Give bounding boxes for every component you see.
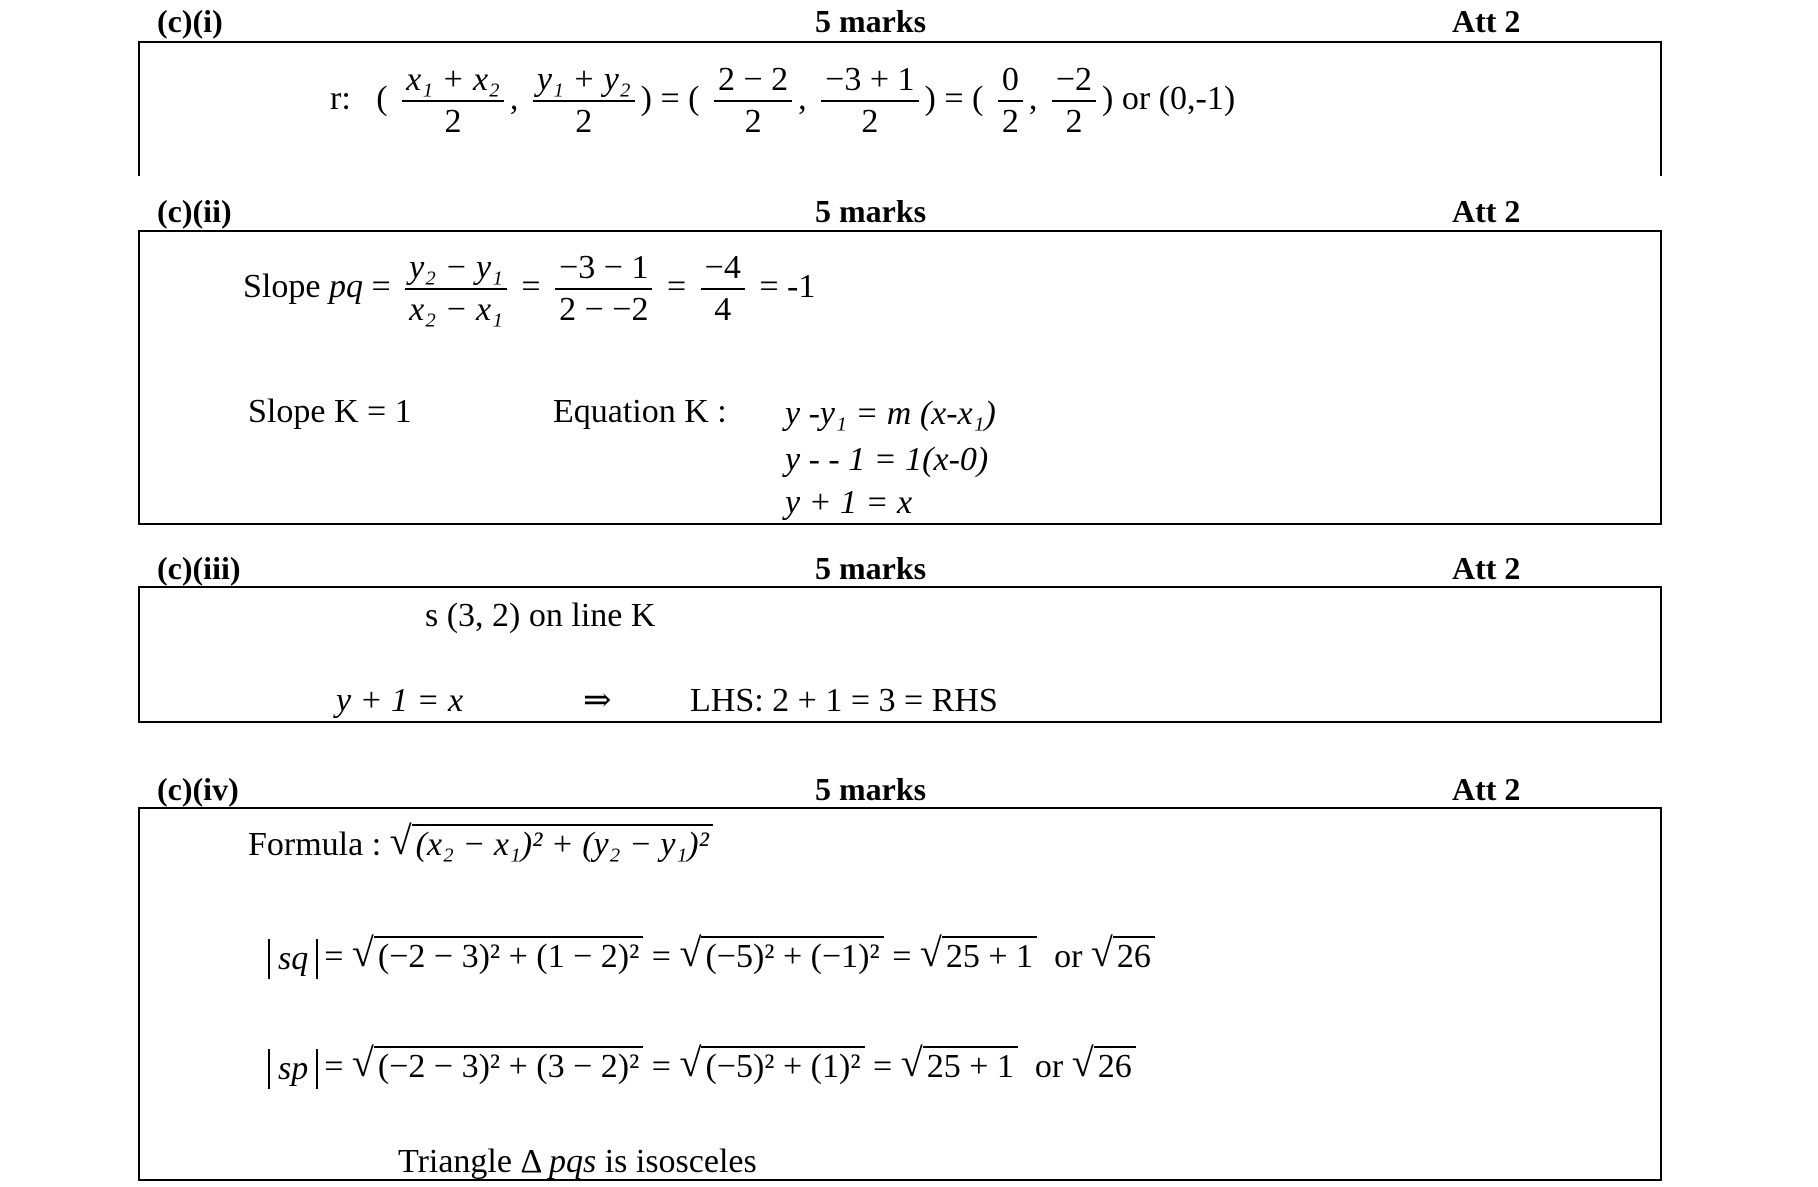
fraction: $\frac{\text{y₁ + y₂}}{2}$: [533, 62, 635, 140]
marks-label-ciii: 5 marks: [815, 550, 927, 586]
fraction: $\frac{-2}{2}$: [1052, 62, 1096, 140]
fraction: $\frac{\text{y₂ − y₁}}{\text{x₂ − x₁}}$: [405, 250, 507, 328]
sqrt-icon: √ (−5)² + (−1)²: [679, 936, 883, 976]
section-label-ciii: (c)(iii): [157, 550, 241, 586]
att-label-ciii: Att 2: [1452, 550, 1521, 586]
equation-line: y - - 1 = 1(x-0): [785, 441, 989, 478]
implies-arrow-icon: ⇒: [583, 682, 612, 719]
fraction: $\frac{-3 - 1}{2 - -2}$: [555, 250, 652, 328]
midpoint-result: ) or (0,-1): [1102, 79, 1236, 117]
equation-line: y + 1 = x: [785, 484, 913, 521]
sqrt-icon: √ (−5)² + (1)²: [679, 1046, 864, 1086]
section-label-cii: (c)(ii): [157, 193, 232, 229]
sqrt-icon: √ 26: [1091, 936, 1155, 976]
fraction: $\frac{-4}{4}$: [701, 250, 745, 328]
section-label-civ: (c)(iv): [157, 771, 239, 807]
fraction: $\frac{-3 + 1}{2}$: [821, 62, 918, 140]
midpoint-formula: r: ( $\frac{\text{x₁ + x₂}}{2}$ , $\frac{\text{y₁ + y₂}}{2}$ ) = ( $\frac{2 - 2}{2}$ , $\frac{-3 + 1}{2}$ ) = ( $\frac{0}{2}$ , $\frac{-2}{2}$ ) or (0,-1): [330, 61, 1236, 140]
conclusion: Triangle Δ pqs is isosceles: [398, 1143, 757, 1180]
fraction: $\frac{0}{2}$: [998, 62, 1023, 140]
section-label-ci: (c)(i): [157, 3, 223, 39]
fraction: $\frac{\text{x₁ + x₂}}{2}$: [402, 62, 504, 140]
fraction: $\frac{2 - 2}{2}$: [714, 62, 792, 140]
sqrt-icon: √ (−2 − 3)² + (3 − 2)²: [352, 1046, 643, 1086]
att-label-ci: Att 2: [1452, 3, 1521, 39]
marks-label-ci: 5 marks: [815, 3, 927, 39]
equation-k-label: Equation K :: [553, 393, 727, 430]
marks-label-civ: 5 marks: [815, 771, 927, 807]
lhs-rhs-check: LHS: 2 + 1 = 3 = RHS: [690, 682, 998, 719]
sqrt-icon: √ (−2 − 3)² + (1 − 2)²: [352, 936, 643, 976]
slope-k-line: Slope K = 1: [248, 393, 412, 430]
distance-sp-line: sp = √ (−2 − 3)² + (3 − 2)² = √ (−5)² + (1)² = √ 25 + 1 or √ 26: [262, 1046, 1136, 1089]
sqrt-icon: √ 26: [1072, 1046, 1136, 1086]
distance-sq-line: sq = √ (−2 − 3)² + (1 − 2)² = √ (−5)² + (−1)² = √ 25 + 1 or √ 26: [262, 936, 1155, 979]
sqrt-icon: √ (x₂ − x₁)² + (y₂ − y₁)²: [390, 824, 713, 864]
line-k-equation: y + 1 = x: [336, 682, 464, 719]
distance-formula: Formula : √ (x₂ − x₁)² + (y₂ − y₁)²: [248, 824, 713, 864]
midpoint-prefix: r:: [330, 79, 351, 117]
sqrt-icon: √ 25 + 1: [901, 1046, 1018, 1086]
att-label-civ: Att 2: [1452, 771, 1521, 807]
sqrt-icon: √ 25 + 1: [920, 936, 1037, 976]
equation-line: y -y₁ = m (x-x₁): [785, 395, 996, 432]
slope-pq-line: Slope pq = $\frac{\text{y₂ − y₁}}{\text{x₂ − x₁}}$ = $\frac{-3 - 1}{2 - -2}$ = $\frac{-4}{4}$ = -1: [243, 249, 816, 328]
att-label-cii: Att 2: [1452, 193, 1521, 229]
point-on-line: s (3, 2) on line K: [425, 597, 656, 634]
marks-label-cii: 5 marks: [815, 193, 927, 229]
